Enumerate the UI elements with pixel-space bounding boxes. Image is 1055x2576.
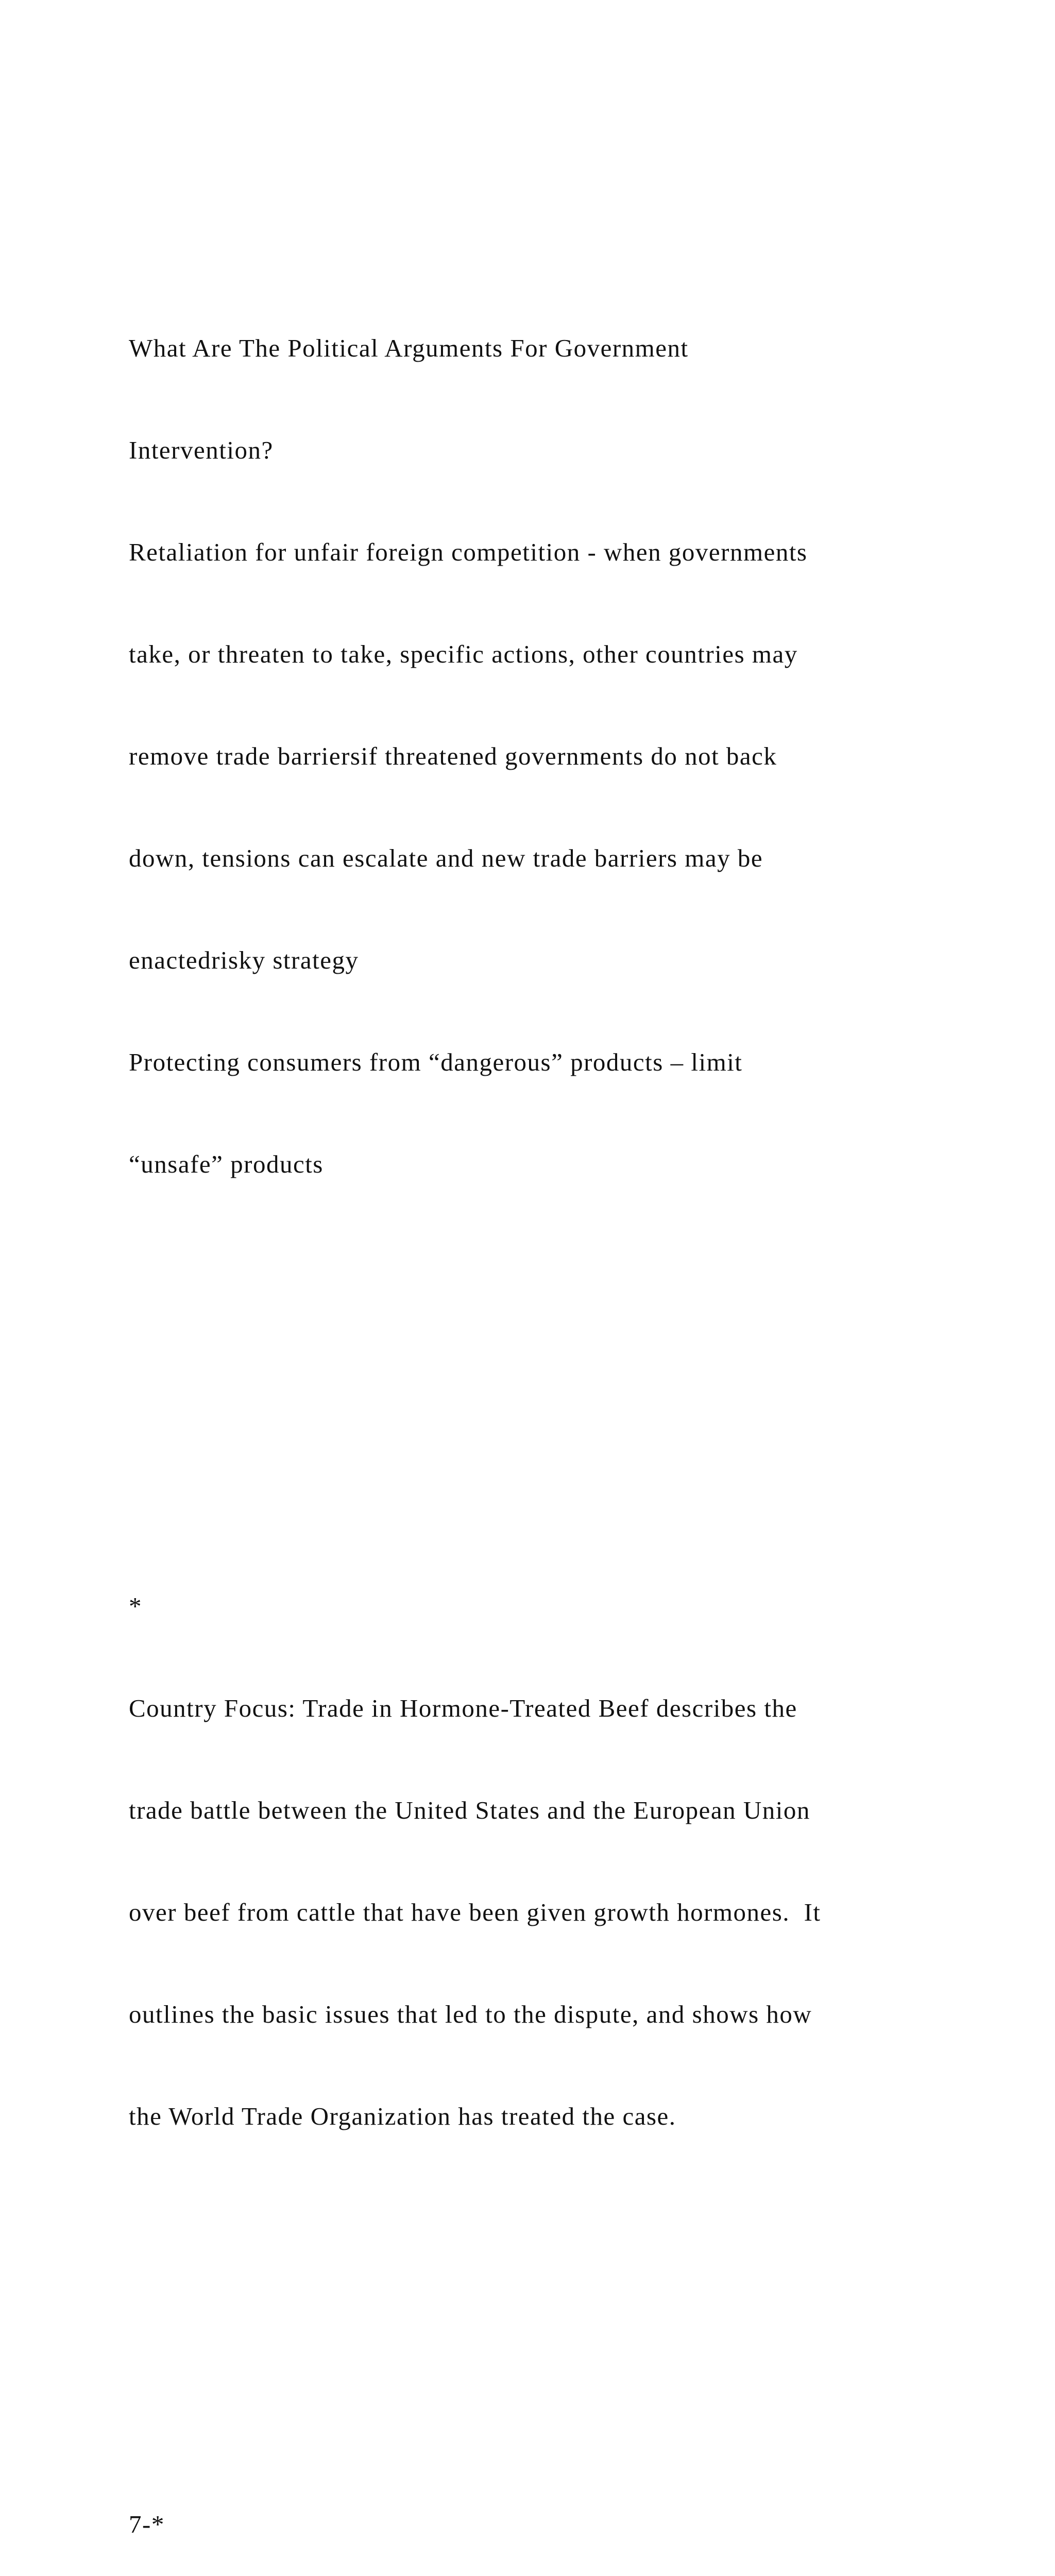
spacer — [129, 2303, 974, 2405]
note-marker: * — [129, 1592, 142, 1620]
body-line: Retaliation for unfair foreign competition - when governments — [129, 538, 808, 566]
note-line: outlines the basic issues that led to the dispute, and shows how — [129, 2000, 812, 2028]
note-line: Country Focus: Trade in Hormone-Treated Beef describes the — [129, 1694, 797, 1722]
heading-line: What Are The Political Arguments For Government — [129, 334, 689, 362]
body-line: enactedrisky strategy — [129, 946, 359, 974]
heading-line: Intervention? — [129, 436, 274, 464]
spacer — [129, 1351, 974, 1419]
body-line: “unsafe” products — [129, 1150, 324, 1178]
slide-number: 7-* — [129, 2510, 165, 2538]
note-line: trade battle between the United States and the European Union — [129, 1796, 810, 1824]
speaker-note-1 — [129, 1521, 974, 2201]
section-political-arguments-1 — [129, 263, 974, 1249]
body-line: down, tensions can escalate and new trade barriers may be — [129, 844, 763, 872]
note-line: the World Trade Organization has treated the case. — [129, 2102, 676, 2130]
body-line: take, or threaten to take, specific actions, other countries may — [129, 640, 798, 668]
body-line: Protecting consumers from “dangerous” products – limit — [129, 1048, 743, 1076]
note-line: over beef from cattle that have been given growth hormones. It — [129, 1898, 821, 1926]
body-line: remove trade barriersif threatened governments do not back — [129, 742, 777, 770]
document-body — [129, 161, 974, 2576]
